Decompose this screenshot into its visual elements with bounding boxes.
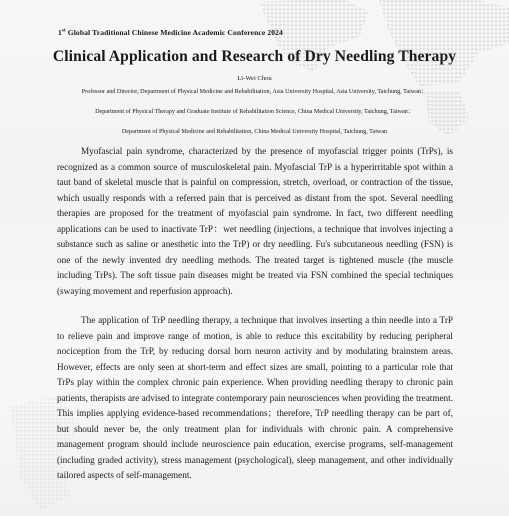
affiliation: Professor and Director, Department of Physical Medicine and Rehabilitation, Asia University Hospital, Asia University, Taichung, Taiwan； xyxy=(81,89,428,95)
conference-header xyxy=(58,28,283,37)
author-name: Li-Wei Chou xyxy=(237,75,272,82)
abstract-body xyxy=(57,313,453,484)
affiliation: Department of Physical Therapy and Graduate Institute of Rehabilitation Science, China Medical University, Taichung, Taiwan； xyxy=(95,109,414,115)
body-paragraph: Myofascial pain syndrome, characterized by the presence of myofascial trigger points (TrPs), is recognized as a common source of musculoskeletal pain. Myofascial TrP is a hyperirritable spot within a taut band of skeletal muscle that is painful on compression, stretch, overload, or contraction of the tissue, which usually responds with a referred pain that is perceived as distant from the spot. Several needling therapies are proposed for the treatment of myofascial pain syndrome. In fact, two different needling applications can be used to inactivate TrP：wet needling (injections, a technique that involves injecting a substance such as saline or anesthetic into the TrP) or dry needling. Fu's subcutaneous needling (FSN) is one of the newly invented dry needling methods. The treated target is tightened muscle (the muscle including TrPs). The soft tissue pain diseases might be treated via FSN combined the special techniques (swaying movement and reperfusion approach). xyxy=(57,146,453,296)
conference-name: Global Traditional Chinese Medicine Academic Conference 2024 xyxy=(65,28,283,37)
conference-ordinal: 1 xyxy=(58,28,62,37)
paper-title: Clinical Application and Research of Dry Needling Therapy xyxy=(52,48,457,65)
abstract-body xyxy=(57,144,453,299)
world-map-watermark xyxy=(219,0,509,142)
conference-ordinal-suffix: st xyxy=(61,28,66,34)
body-paragraph: The application of TrP needling therapy, a technique that involves inserting a thin needle into a TrP to relieve pain and improve range of motion, is able to reduce this excitability by reducing peripheral nociception from the TrP, by reducing dorsal horn neuron activity and by modulating brainstem areas. However, effects are only seen at short-term and effect sizes are small, pointing to a particular role that TrPs play within the complex chronic pain experience. When providing needling therapy to chronic pain patients, therapists are advised to integrate contemporary pain neurosciences when providing the treatment. This implies applying evidence-based recommendations；therefore, TrP needling therapy can be part of, but should never be, the only treatment plan for individuals with chronic pain. A comprehensive management program should include neuroscience pain education, exercise programs, self-management (including graded activity), stress management (psychological), sleep management, and other individually tailored aspects of self-management. xyxy=(57,315,453,480)
affiliation: Department of Physical Medicine and Rehabilitation, China Medical University Hospital, Taichung, Taiwan xyxy=(121,129,388,135)
